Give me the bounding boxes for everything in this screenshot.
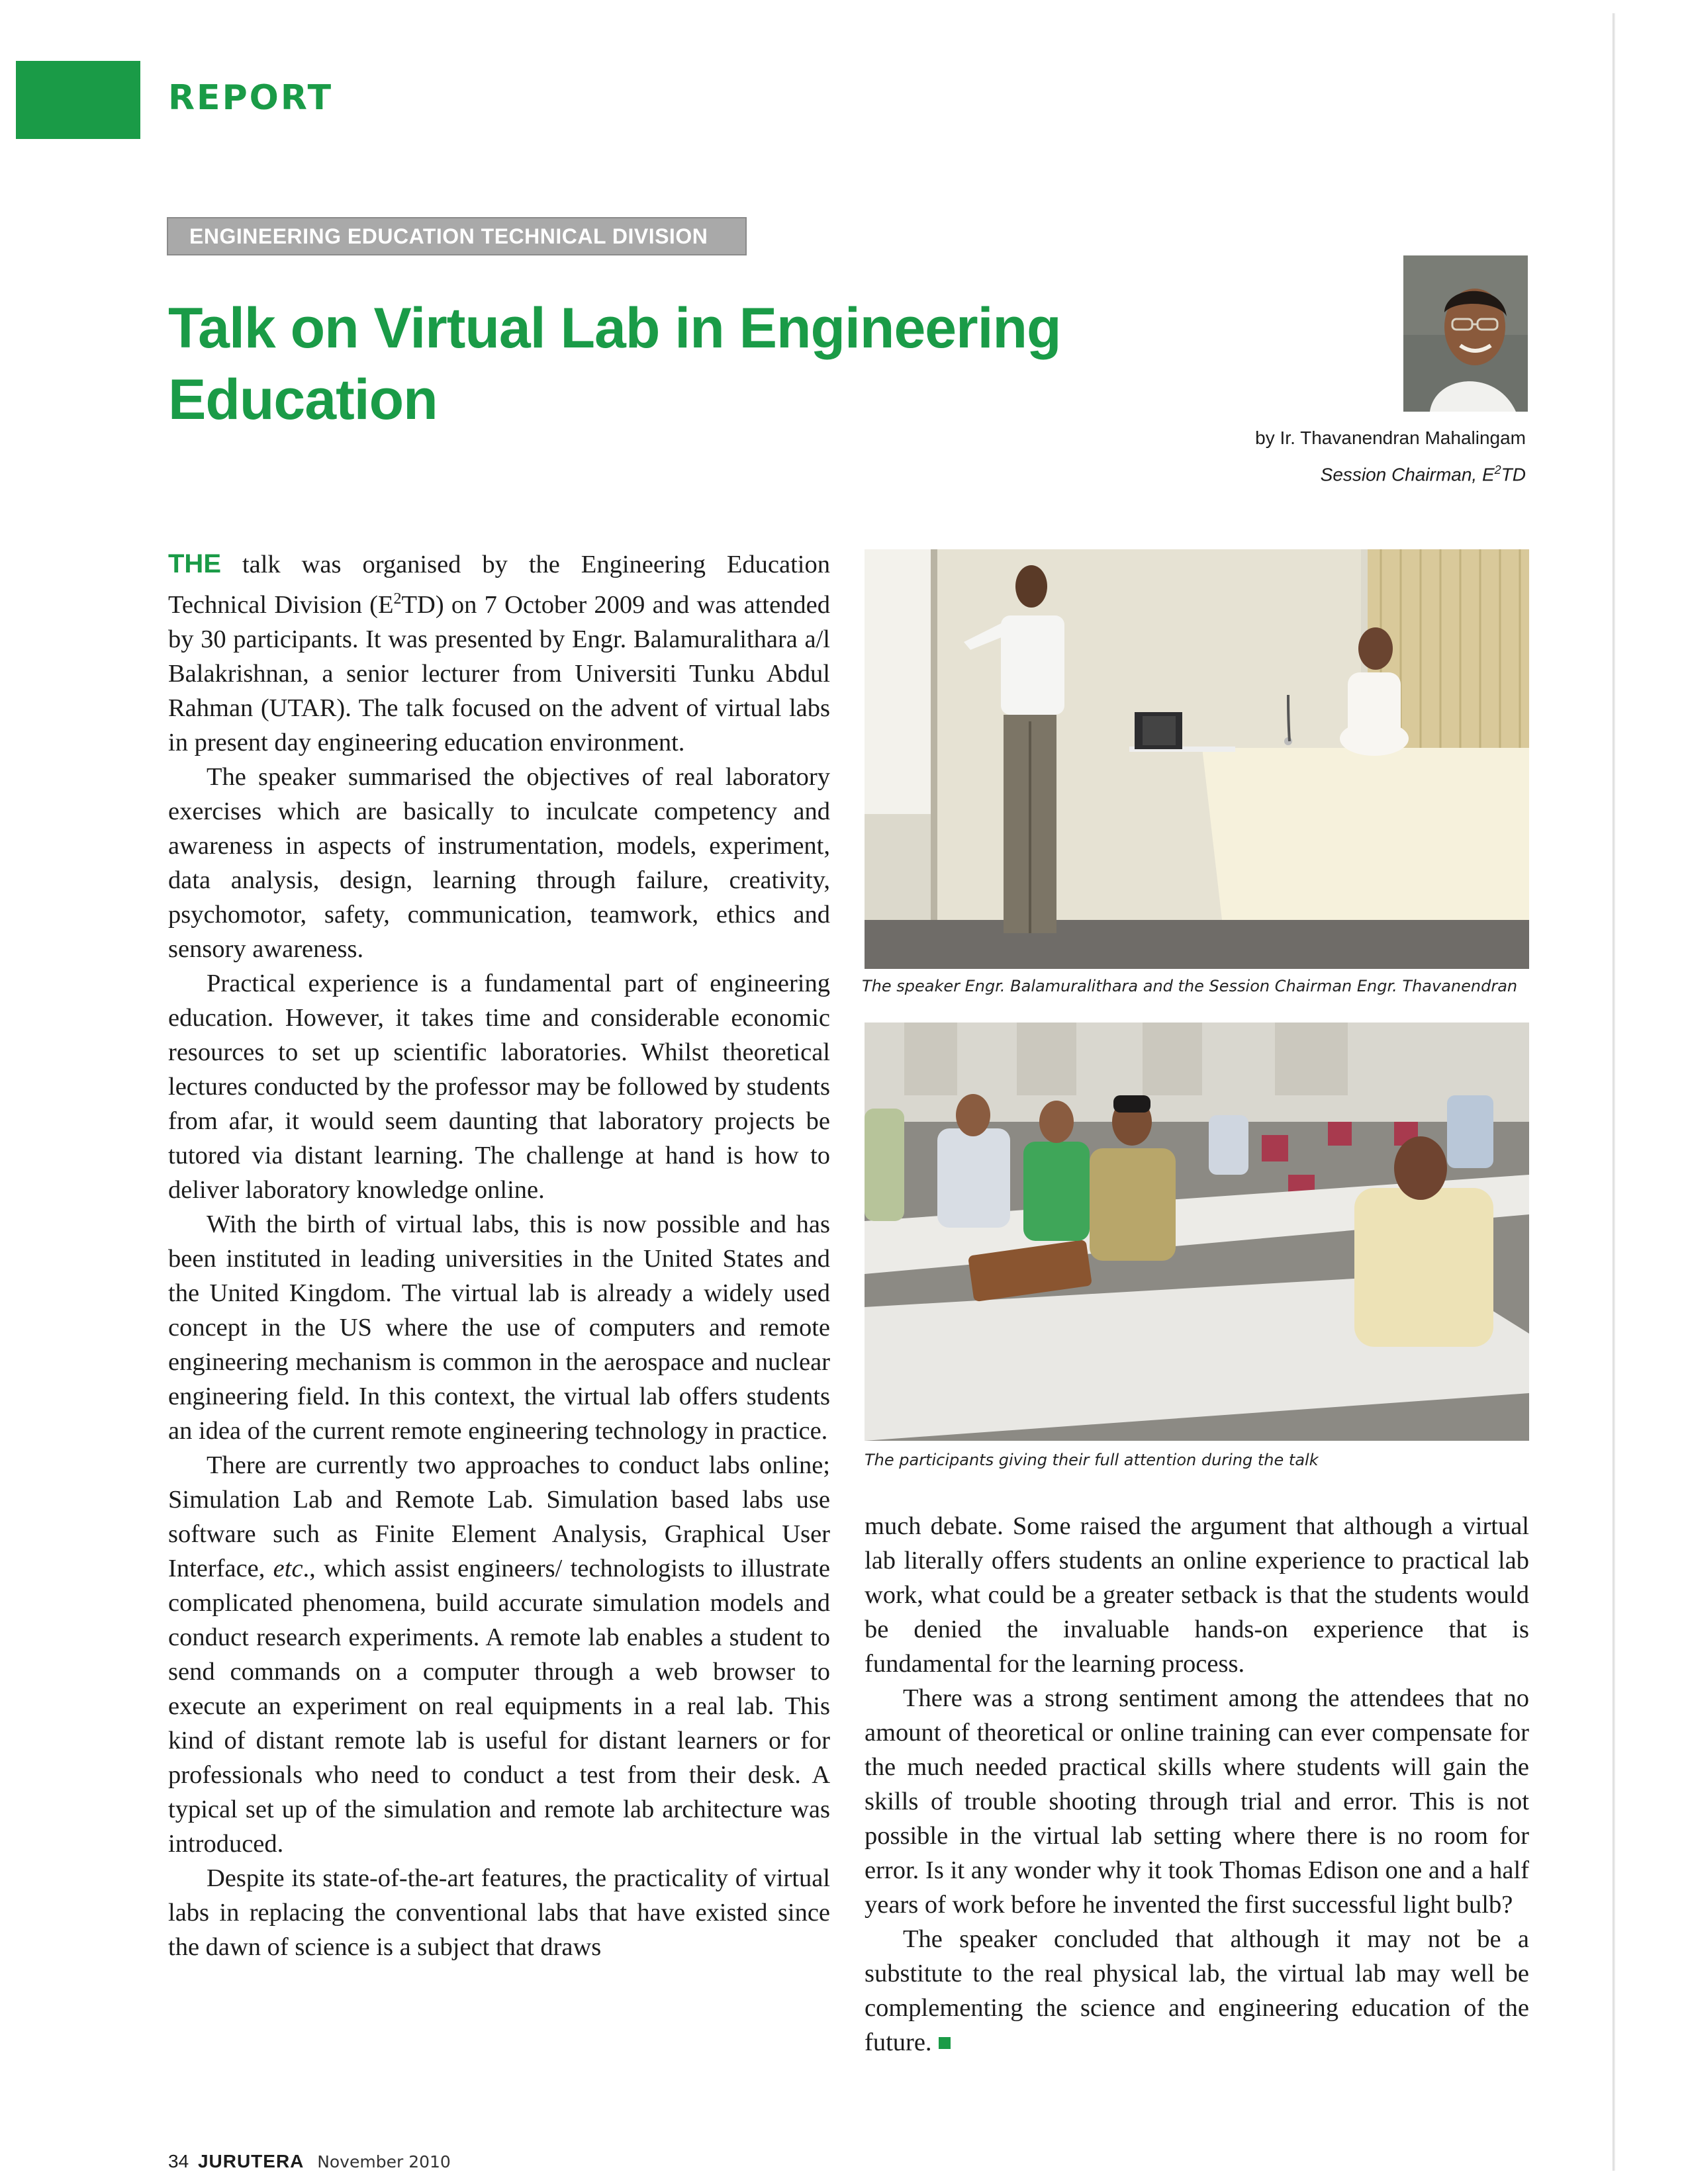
paragraph-birth-of-virtual-labs: With the birth of virtual labs, this is now possible and has been instituted in leading universities in the United States and the United Kingdom. The virtual lab is already a widely used concept in the US where the use of computers and remote engineering mechanism is common in the aerospace and nuclear engineering field. In this context, the virtual lab offers students an idea of the current remote engineering technology in practice. [168, 1210, 830, 1445]
paragraph-conclusion: The speaker concluded that although it may not be a substitute to the real physical lab, the virtual lab may well be complementing the science and engineering education of the future. [865, 1925, 1529, 2056]
section-color-block [16, 61, 140, 139]
article-body-right-column [865, 1509, 1529, 2060]
page-gutter-edge [1613, 13, 1615, 2171]
paragraph-strong-sentiment: There was a strong sentiment among the attendees that no amount of theoretical or online training can ever compensate for the much needed practical skills where students will gain the skills of trouble shooting through trial and error. This is not possible in the virtual lab setting where there is no room for error. Is it any wonder why it took Thomas Edison one and a half years of work before he invented the first successful light bulb? [865, 1684, 1529, 1919]
paragraph-intro: THE talk was organised by the Engineering Education Technical Division $(E^2TD)$ on 7 October 2009 and was attended by 30 participants. It was presented by Engr. Balamuralithara a/l Balakrishnan, a senior lecturer from Universiti Tunku Abdul Rahman (UTAR). The talk focused on the advent of virtual labs in present day engineering education environment. [168, 549, 830, 756]
paragraph-two-approaches: There are currently two approaches to conduct labs online; Simulation Lab and Remote Lab. Simulation based labs use software such as Finite Element Analysis, Graphical User Interface, etc., which assist engineers/ technologists to illustrate complicated phenomena, build accurate simulation models and conduct research experiments. A remote lab enables a student to send commands on a computer through a web browser to execute an experiment on real equipments in a real lab. This kind of distant remote lab is useful for distant learners or for professionals who need to conduct a test from their desk. A typical set up of the simulation and remote lab architecture was introduced. [168, 1451, 830, 1858]
participants-photo [865, 1023, 1529, 1441]
division-banner: ENGINEERING EDUCATION TECHNICAL DIVISION [167, 217, 747, 255]
byline [1255, 422, 1526, 490]
byline-role: Session Chairman, $E^2TD$ [1320, 463, 1526, 485]
speaker-photo [865, 549, 1529, 969]
page-footer [168, 2151, 451, 2172]
page-number: 34 [168, 2151, 189, 2171]
photo-caption-speaker: The speaker Engr. Balamuralithara and the Session Chairman Engr. Thavanendran [862, 977, 1518, 995]
publication-name: JURUTERA [197, 2151, 305, 2171]
article-title: Talk on Virtual Lab in Engineering Education [168, 296, 1061, 432]
lead-word: THE [168, 549, 221, 578]
paragraph-practicality: Despite its state-of-the-art features, the practicality of virtual labs in replacing the conventional labs that have existed since the dawn of science is a subject that draws [168, 1864, 830, 1961]
byline-author: by Ir. Thavanendran Mahalingam [1255, 428, 1526, 448]
issue-date: November 2010 [317, 2152, 451, 2171]
end-of-article-mark [939, 2037, 951, 2049]
author-portrait-photo [1403, 255, 1528, 412]
photo-caption-participants: The participants giving their full attention during the talk [865, 1451, 1319, 1469]
article-body-left-column [168, 547, 830, 1964]
paragraph-debate-continued: much debate. Some raised the argument that although a virtual lab literally offers students an online experience to practical lab work, what could be a greater setback is that the students would be denied the invaluable hands-on experience that is fundamental for the learning process. [865, 1512, 1529, 1678]
paragraph-objectives: The speaker summarised the objectives of real laboratory exercises which are basically to inculcate competency and awareness in aspects of instrumentation, models, experiment, data analysis, design, learning through failure, creativity, psychomotor, safety, communication, teamwork, ethics and sensory awareness. [168, 762, 830, 963]
section-label: REPORT [168, 78, 334, 118]
paragraph-practical-experience: Practical experience is a fundamental part of engineering education. However, it takes time and considerable economic resources to set up scientific laboratories. Whilst theoretical lectures conducted by the professor may be followed by students from afar, it would seem daunting that laboratory projects be tutored via distant learning. The challenge at hand is how to deliver laboratory knowledge online. [168, 969, 830, 1204]
